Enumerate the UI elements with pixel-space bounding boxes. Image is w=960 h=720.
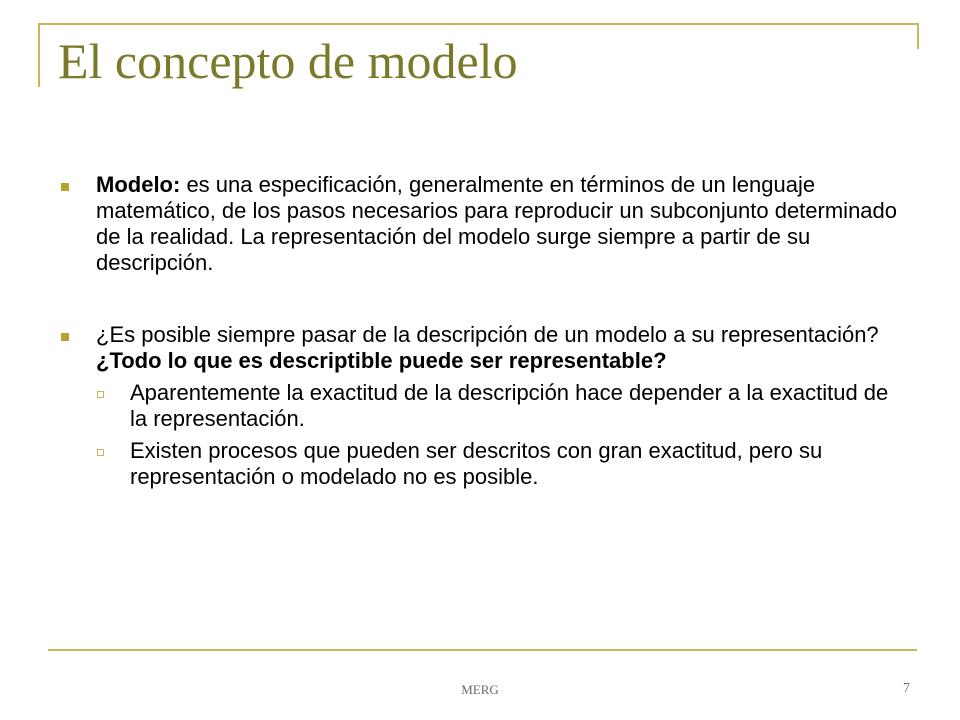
bullet-text: ¿Es posible siempre pasar de la descripción de un modelo a su representación? (96, 322, 879, 347)
slide-content (60, 172, 910, 490)
sub-bullet-procesos (60, 438, 910, 490)
right-frame-line (917, 23, 919, 49)
sub-bullet-exactitud (60, 380, 910, 432)
top-frame-line (38, 23, 918, 25)
bullet-modelo-definition (60, 172, 910, 276)
slide-title: El concepto de modelo (58, 33, 518, 89)
left-frame-line (38, 23, 40, 87)
sub-bullet-text: Existen procesos que pueden ser descritos con gran exactitud, pero su representación o modelado no es posible. (130, 438, 823, 489)
hollow-square-bullet-icon (97, 391, 104, 398)
square-bullet-icon (61, 183, 69, 191)
page-number: 7 (903, 681, 910, 696)
bullet-bold-question: ¿Todo lo que es descriptible puede ser representable? (96, 348, 667, 373)
footer-divider (48, 649, 917, 651)
bullet-text: es una especificación, generalmente en términos de un lenguaje matemático, de los pasos necesarios para reproducir un subconjunto determinado de la realidad. La representación del modelo surge siempre a partir de su descripción. (96, 172, 898, 275)
hollow-square-bullet-icon (97, 449, 104, 456)
sub-bullet-text: Aparentemente la exactitud de la descripción hace depender a la exactitud de la representación. (130, 380, 889, 431)
footer-label: MERG (461, 682, 499, 697)
bullet-bold-term: Modelo: (96, 172, 181, 197)
bullet-question (60, 322, 910, 374)
square-bullet-icon (61, 333, 69, 341)
